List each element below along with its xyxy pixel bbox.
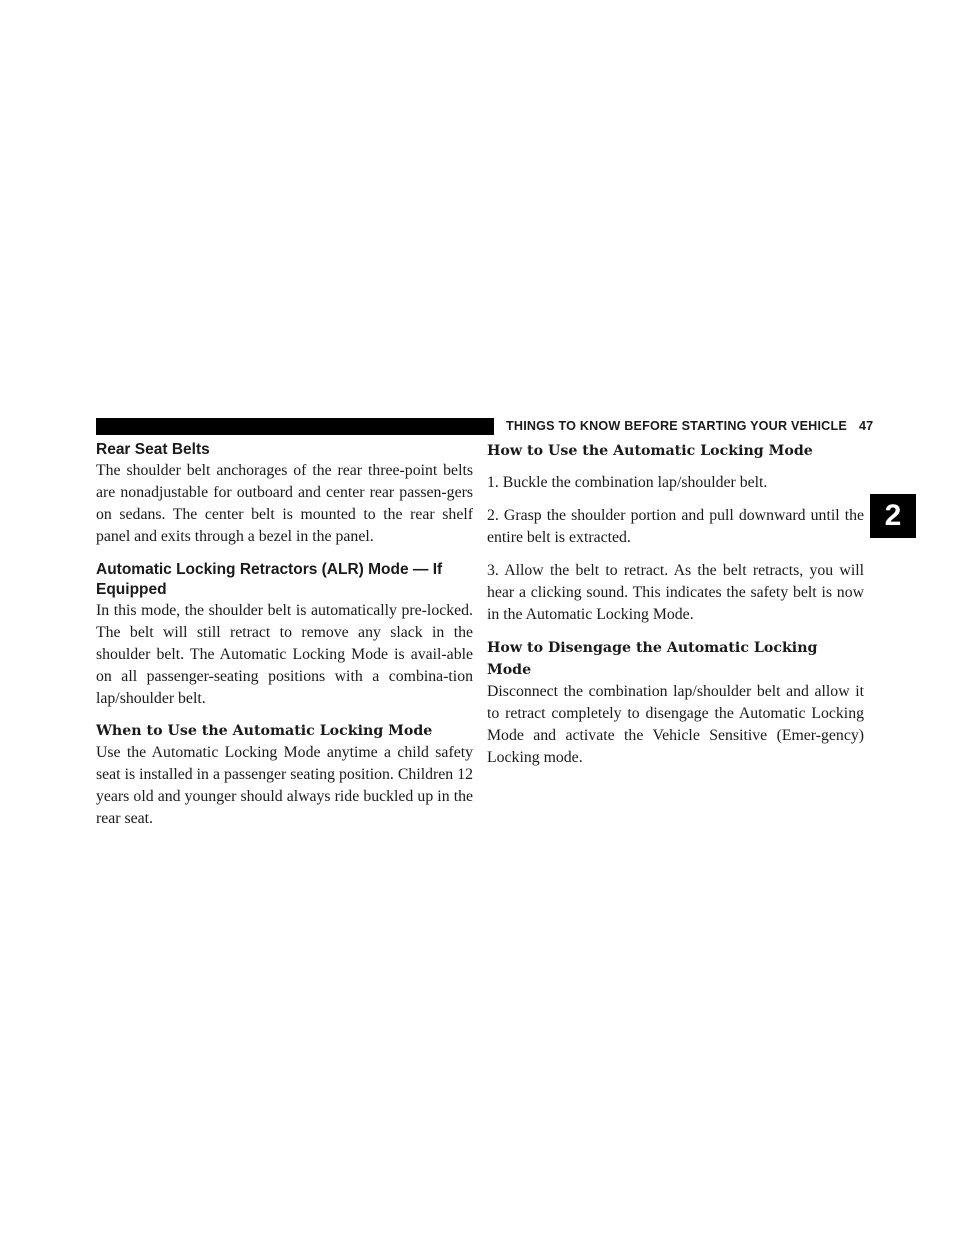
left-column xyxy=(96,440,473,830)
step-3: 3. Allow the belt to retract. As the belt retracts, you will hear a clicking sound. This indicates the safety belt is now in the Automatic Locking Mode. xyxy=(487,562,864,623)
how-to-disengage-body: Disconnect the combination lap/shoulder belt and allow it to retract completely to disengage the Automatic Locking Mode and activate the Vehicle Sensitive (Emer-gency) Locking mode. xyxy=(487,683,864,766)
when-to-use-heading: When to Use the Automatic Locking Mode xyxy=(96,723,433,739)
header-rule-bar xyxy=(96,418,494,435)
alr-mode-body: In this mode, the shoulder belt is automatically pre-locked. The belt will still retract to remove any slack in the shoulder belt. The Automatic Locking Mode is avail-able on all passenger-seating positions with a combina-tion lap/shoulder belt. xyxy=(96,602,473,707)
chapter-tab: 2 xyxy=(870,494,916,538)
header-title: THINGS TO KNOW BEFORE STARTING YOUR VEHICLE xyxy=(506,419,847,433)
step-2: 2. Grasp the shoulder portion and pull downward until the entire belt is extracted. xyxy=(487,507,864,546)
how-to-disengage-heading: How to Disengage the Automatic Locking Mode xyxy=(487,640,818,678)
page-number: 47 xyxy=(858,419,874,433)
when-to-use-body: Use the Automatic Locking Mode anytime a child safety seat is installed in a passenger seating position. Children 12 years old and younger should always ride buckled up in the rear seat. xyxy=(96,744,473,827)
right-column xyxy=(487,440,864,769)
rear-seat-belts-heading: Rear Seat Belts xyxy=(96,441,210,458)
rear-seat-belts-body: The shoulder belt anchorages of the rear three-point belts are nonadjustable for outboard and center rear passen-gers on sedans. The center belt is mounted to the rear shelf panel and exits through a bezel in the panel. xyxy=(96,462,473,545)
step-1: 1. Buckle the combination lap/shoulder belt. xyxy=(487,474,768,491)
alr-mode-heading: Automatic Locking Retractors (ALR) Mode — If Equipped xyxy=(96,561,443,598)
how-to-use-heading: How to Use the Automatic Locking Mode xyxy=(487,443,813,459)
running-header xyxy=(506,417,873,436)
